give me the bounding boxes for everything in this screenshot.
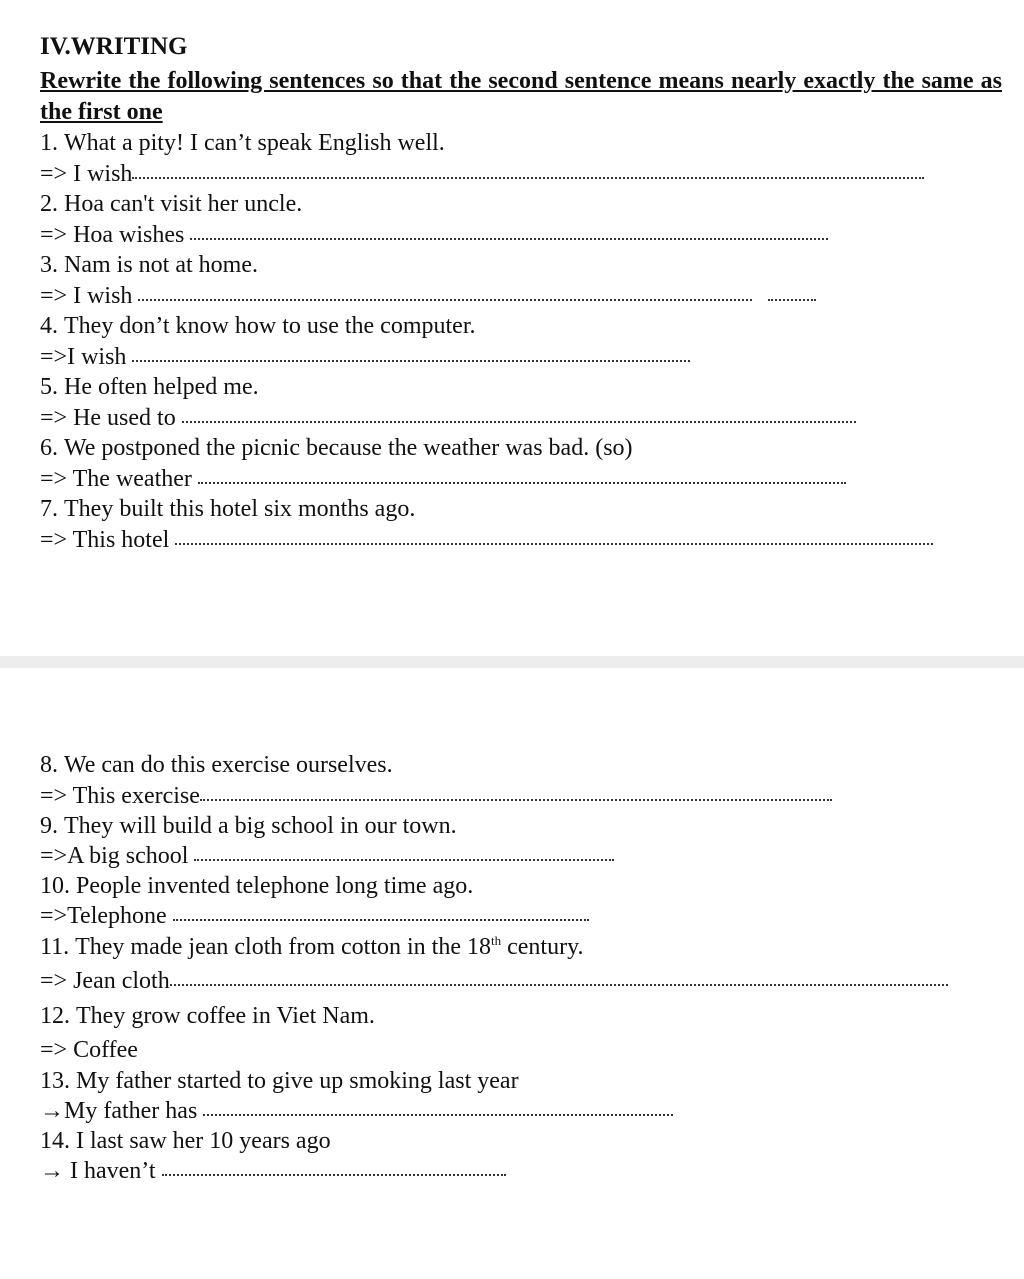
question-number: 9.: [40, 813, 58, 839]
question-number: 10.: [40, 873, 70, 899]
question-number: 6.: [40, 435, 58, 461]
answer-11: [40, 966, 948, 996]
answer-prompt: →My father has: [40, 1098, 198, 1124]
question-sentence: Nam is not at home.: [64, 252, 258, 278]
answer-prompt: => Jean cloth: [40, 968, 170, 994]
answer-10: [40, 901, 589, 931]
answer-blank[interactable]: [175, 539, 933, 545]
answer-blank[interactable]: [132, 356, 690, 362]
question-number: 13.: [40, 1068, 70, 1094]
question-13: [40, 1066, 519, 1096]
answer-13: [40, 1096, 673, 1126]
question-5: [40, 372, 259, 402]
question-sentence: My father started to give up smoking last year: [76, 1068, 519, 1094]
answer-blank[interactable]: [190, 234, 828, 240]
ordinal-suffix: th: [490, 933, 502, 948]
answer-2: [40, 220, 828, 250]
question-sentence: Hoa can't visit her uncle.: [64, 191, 303, 217]
answer-12: [40, 1035, 138, 1065]
question-number: 12.: [40, 1003, 70, 1029]
question-1: [40, 128, 445, 158]
answer-6: [40, 464, 846, 494]
instruction-text: Rewrite the following sentences so that the second sentence means nearly exactly the same as the first one: [40, 68, 1002, 125]
question-sentence: What a pity! I can’t speak English well.: [64, 130, 445, 156]
question-sentence: We can do this exercise ourselves.: [64, 752, 393, 778]
question-11: [40, 932, 584, 962]
answer-blank[interactable]: [162, 1170, 506, 1176]
question-12: [40, 1001, 375, 1031]
question-6: [40, 433, 633, 463]
question-sentence: I last saw her 10 years ago: [76, 1128, 331, 1154]
question-7: [40, 494, 415, 524]
question-sentence: They grow coffee in Viet Nam.: [76, 1003, 375, 1029]
answer-9: [40, 841, 614, 871]
question-number: 2.: [40, 191, 58, 217]
answer-prompt: => I wish: [40, 161, 133, 187]
answer-5: [40, 403, 856, 433]
question-sentence: People invented telephone long time ago.: [76, 873, 474, 899]
question-sentence: They built this hotel six months ago.: [64, 496, 416, 522]
question-number: 14.: [40, 1128, 70, 1154]
question-sentence: They don’t know how to use the computer.: [64, 313, 476, 339]
question-sentence: They will build a big school in our town.: [64, 813, 457, 839]
answer-prompt: =>Telephone: [40, 903, 167, 929]
answer-prompt: => I wish: [40, 283, 133, 309]
question-sentence: We postponed the picnic because the weather was bad. (so): [64, 435, 633, 461]
page-separator: [0, 656, 1024, 668]
question-sentence: [75, 932, 583, 962]
answer-blank[interactable]: [170, 980, 948, 986]
question-number: 4.: [40, 313, 58, 339]
question-8: [40, 750, 393, 780]
answer-14: [40, 1156, 506, 1186]
answer-prompt: =>A big school: [40, 843, 189, 869]
question-sentence-part: They made jean cloth from cotton in the 18: [75, 934, 491, 960]
answer-1: [40, 159, 924, 189]
answer-blank[interactable]: [138, 295, 752, 301]
answer-blank[interactable]: [203, 1110, 673, 1116]
answer-prompt: => This hotel: [40, 527, 170, 553]
question-number: 5.: [40, 374, 58, 400]
answer-blank[interactable]: [198, 478, 846, 484]
answer-8: [40, 781, 832, 811]
answer-blank[interactable]: [132, 173, 924, 179]
question-4: [40, 311, 476, 341]
answer-prompt: =>I wish: [40, 344, 127, 370]
answer-blank[interactable]: [182, 417, 856, 423]
answer-prompt: => The weather: [40, 466, 192, 492]
answer-3: [40, 281, 816, 311]
section-title: IV.WRITING: [40, 33, 188, 60]
answer-blank[interactable]: [200, 795, 832, 801]
question-number: 8.: [40, 752, 58, 778]
question-10: [40, 871, 473, 901]
question-9: [40, 811, 457, 841]
answer-prompt: => This exercise: [40, 783, 200, 809]
question-number: 1.: [40, 130, 58, 156]
answer-prompt: => Coffee: [40, 1037, 138, 1063]
answer-4: [40, 342, 690, 372]
question-3: [40, 250, 258, 280]
worksheet-page-2: [0, 668, 1024, 1279]
answer-7: [40, 525, 933, 555]
question-sentence-part: century.: [501, 934, 584, 960]
question-number: 7.: [40, 496, 58, 522]
question-number: 11.: [40, 934, 70, 960]
answer-prompt: => Hoa wishes: [40, 222, 185, 248]
answer-prompt: → I haven’t: [40, 1158, 156, 1184]
answer-blank[interactable]: [194, 855, 614, 861]
answer-blank[interactable]: [173, 915, 589, 921]
question-14: [40, 1126, 331, 1156]
answer-prompt: => He used to: [40, 405, 176, 431]
question-sentence: He often helped me.: [64, 374, 259, 400]
answer-blank-extra: [768, 295, 816, 301]
question-2: [40, 189, 302, 219]
question-number: 3.: [40, 252, 58, 278]
